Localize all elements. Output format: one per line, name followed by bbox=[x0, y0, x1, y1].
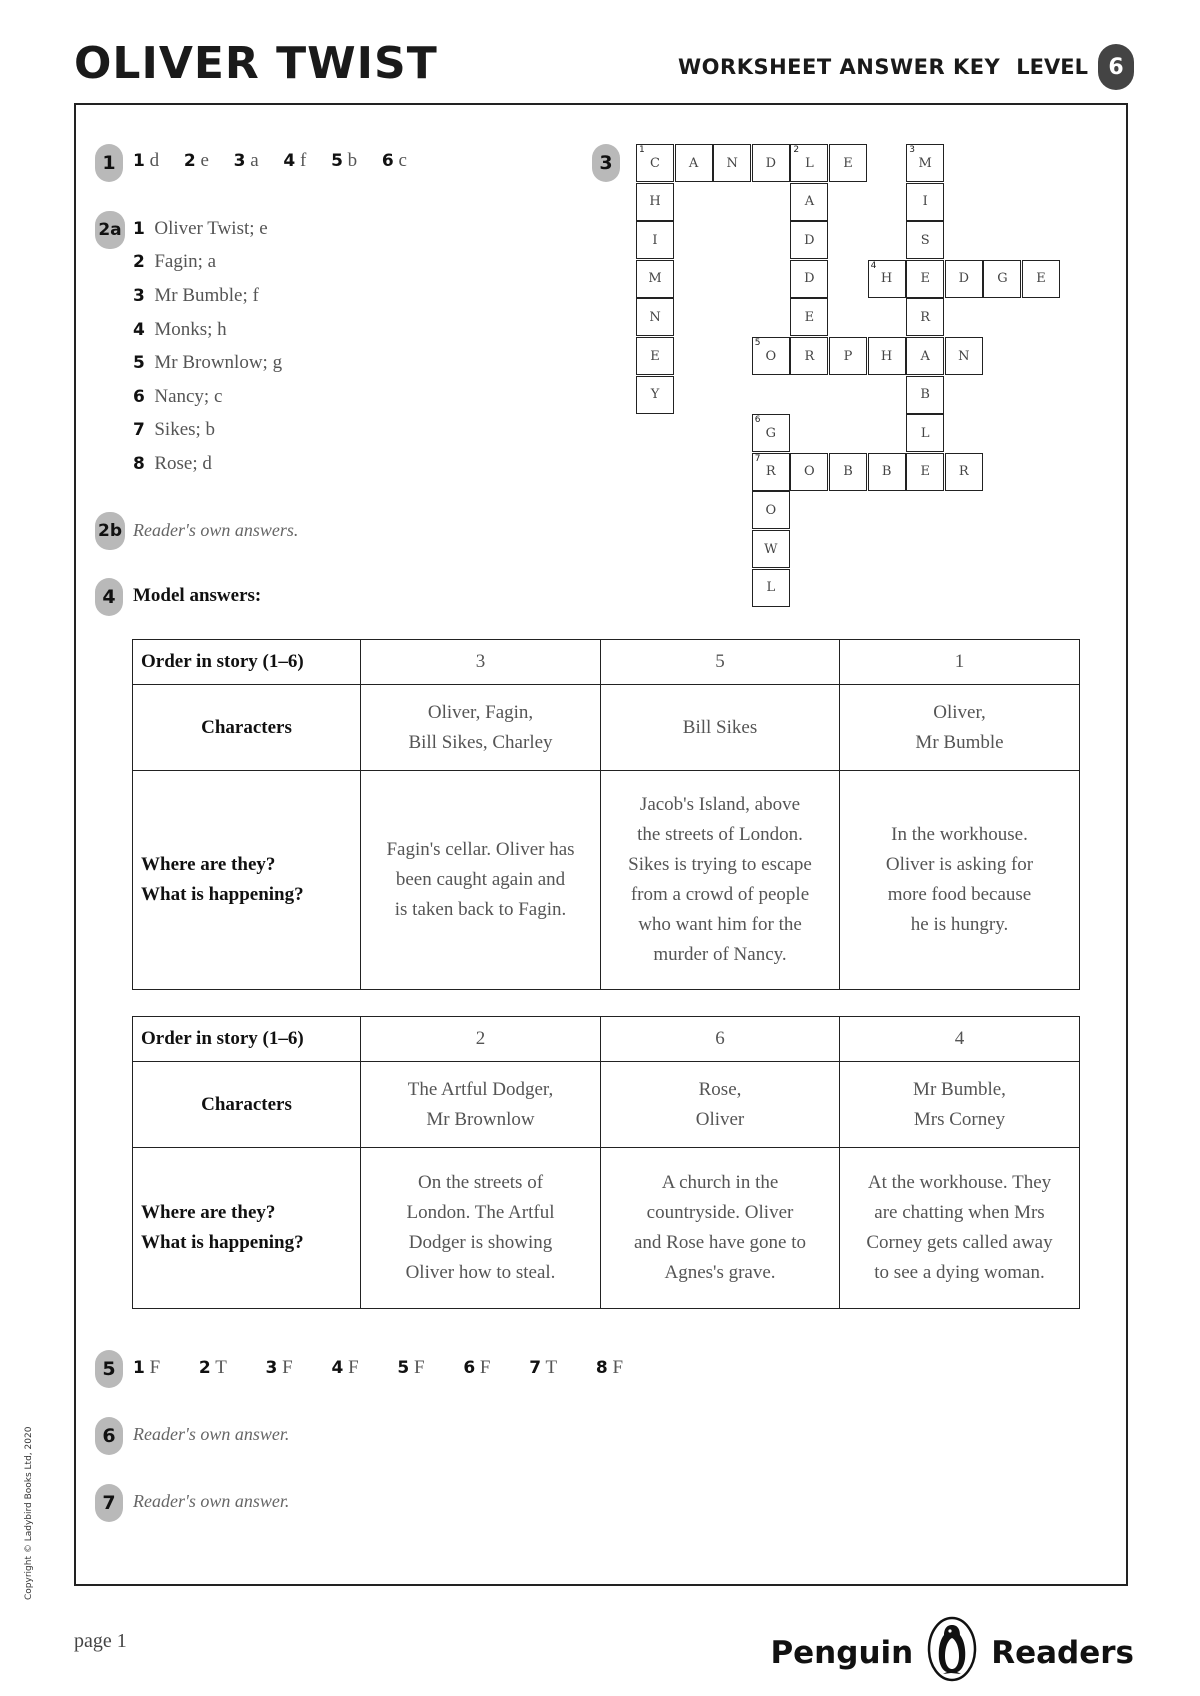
q2a-item-4-number: 4 bbox=[133, 320, 145, 340]
crossword-letter: E bbox=[650, 348, 660, 364]
q2a-item-3-number: 3 bbox=[133, 286, 145, 306]
crossword-cell bbox=[906, 144, 944, 182]
q2a-item-3 bbox=[133, 285, 259, 307]
cell-line: the streets of London. bbox=[637, 824, 803, 845]
crossword-cell bbox=[945, 337, 983, 375]
q2a-item-2-number: 2 bbox=[133, 252, 145, 272]
cell-line: are chatting when Mrs bbox=[874, 1202, 1045, 1223]
crossword-letter: D bbox=[765, 155, 777, 171]
q2b-answer: Reader's own answers. bbox=[133, 520, 299, 540]
crossword-cell bbox=[790, 337, 828, 375]
q2a-item-8 bbox=[133, 453, 212, 475]
table-row bbox=[133, 640, 1080, 685]
crossword-letter: W bbox=[764, 541, 778, 557]
crossword-cell bbox=[945, 453, 983, 491]
q2a-item-3-answer: Mr Bumble; f bbox=[154, 285, 259, 306]
crossword-letter: R bbox=[804, 348, 815, 364]
crossword-letter: R bbox=[765, 464, 776, 480]
q1-item-5-number: 5 bbox=[331, 151, 343, 171]
crossword-letter: E bbox=[1036, 271, 1046, 287]
q2a-item-8-answer: Rose; d bbox=[154, 453, 212, 474]
crossword-letter: L bbox=[805, 155, 814, 171]
crossword-cell bbox=[906, 414, 944, 452]
crossword-letter: N bbox=[958, 348, 970, 364]
cell-line: been caught again and bbox=[395, 869, 566, 890]
crossword-cell bbox=[752, 530, 790, 568]
crossword-cell bbox=[636, 298, 674, 336]
crossword-clue-number: 3 bbox=[909, 145, 915, 155]
crossword-letter: O bbox=[765, 502, 777, 518]
table-cell-order: 2 bbox=[361, 1017, 601, 1062]
table-cell-order: 3 bbox=[361, 640, 601, 685]
q2a-item-6-answer: Nancy; c bbox=[154, 386, 223, 407]
crossword-cell bbox=[868, 453, 906, 491]
q2a-item-1 bbox=[133, 218, 268, 240]
cell-line: On the streets of bbox=[417, 1172, 544, 1193]
question-4-badge: 4 bbox=[95, 578, 123, 616]
crossword-letter: G bbox=[765, 425, 776, 441]
where-label-line: Where are they? bbox=[141, 854, 276, 875]
cell-line: is taken back to Fagin. bbox=[394, 899, 567, 920]
cell-line: Mrs Corney bbox=[913, 1108, 1006, 1130]
q6-answer: Reader's own answer. bbox=[133, 1424, 290, 1444]
order-label: Order in story (1–6) bbox=[133, 640, 361, 685]
question-5-badge: 5 bbox=[95, 1350, 123, 1388]
characters-label: Characters bbox=[133, 685, 361, 771]
question-5-answers bbox=[133, 1357, 623, 1379]
table-cell-characters bbox=[840, 685, 1080, 771]
crossword-clue-number: 1 bbox=[639, 145, 645, 155]
question-1-badge: 1 bbox=[95, 144, 123, 182]
crossword-cell bbox=[636, 376, 674, 414]
table-cell-order: 5 bbox=[601, 640, 840, 685]
crossword-cell bbox=[868, 337, 906, 375]
page-number: page 1 bbox=[74, 1630, 127, 1652]
crossword-cell bbox=[983, 260, 1021, 298]
cell-line: Corney gets called away bbox=[866, 1232, 1053, 1253]
publisher-brand bbox=[770, 1616, 1134, 1690]
q2a-item-7 bbox=[133, 419, 215, 441]
cell-line: In the workhouse. bbox=[891, 824, 1028, 845]
crossword-cell bbox=[752, 569, 790, 607]
crossword-letter: E bbox=[843, 155, 853, 171]
question-3-badge: 3 bbox=[592, 144, 620, 182]
q1-item-3-number: 3 bbox=[233, 151, 246, 171]
crossword-cell bbox=[636, 337, 674, 375]
cell-line: Dodger is showing bbox=[408, 1232, 553, 1253]
q1-item-2-answer: e bbox=[200, 150, 209, 171]
q1-item-4-answer: f bbox=[300, 150, 307, 171]
cell-line: Oliver how to steal. bbox=[405, 1262, 556, 1283]
table-cell-order: 1 bbox=[840, 640, 1080, 685]
characters-label: Characters bbox=[133, 1062, 361, 1148]
q2a-item-2 bbox=[133, 251, 216, 273]
crossword-cell bbox=[752, 337, 790, 375]
q2a-item-5-number: 5 bbox=[133, 353, 145, 373]
q5-item-8-answer: F bbox=[612, 1357, 624, 1378]
question-2a-badge: 2a bbox=[95, 211, 125, 249]
answer-key-label: WORKSHEET ANSWER KEY bbox=[678, 55, 1001, 79]
crossword-cell bbox=[906, 298, 944, 336]
brand-readers-text: Readers bbox=[991, 1635, 1134, 1671]
cell-line: murder of Nancy. bbox=[653, 944, 787, 965]
crossword-cell bbox=[829, 453, 867, 491]
crossword-cell bbox=[906, 221, 944, 259]
model-answers-table-2 bbox=[132, 1016, 1080, 1309]
q5-item-4-number: 4 bbox=[331, 1358, 344, 1378]
q1-item-3-answer: a bbox=[250, 150, 259, 171]
table-cell-where bbox=[840, 1148, 1080, 1309]
q5-item-7-answer: T bbox=[545, 1357, 558, 1378]
q1-item-1 bbox=[133, 150, 159, 171]
q5-item-3-answer: F bbox=[282, 1357, 293, 1378]
q2a-item-5-answer: Mr Brownlow; g bbox=[154, 352, 283, 373]
order-label: Order in story (1–6) bbox=[133, 1017, 361, 1062]
crossword-cell bbox=[906, 453, 944, 491]
crossword-cell bbox=[636, 221, 674, 259]
cell-line: Fagin's cellar. Oliver has bbox=[386, 839, 575, 860]
cell-line: Mr Bumble bbox=[915, 731, 1004, 753]
question-7-badge: 7 bbox=[95, 1484, 123, 1522]
crossword-letter: M bbox=[918, 155, 932, 171]
crossword-cell bbox=[752, 453, 790, 491]
crossword-cell bbox=[790, 298, 828, 336]
crossword-letter: O bbox=[804, 464, 815, 480]
q1-item-6-answer: c bbox=[398, 150, 407, 171]
table-row bbox=[133, 771, 1080, 990]
model-answers-table-1 bbox=[132, 639, 1080, 990]
q1-item-6 bbox=[382, 150, 407, 171]
q1-item-1-answer: d bbox=[149, 150, 160, 171]
cell-line: more food because bbox=[887, 884, 1032, 905]
q2a-item-4 bbox=[133, 319, 227, 341]
crossword-cell bbox=[906, 183, 944, 221]
crossword-cell bbox=[906, 337, 944, 375]
level-label: LEVEL bbox=[1016, 55, 1088, 79]
crossword-letter: D bbox=[958, 271, 970, 287]
q5-item-1-number: 1 bbox=[133, 1358, 145, 1378]
cell-line: Mr Brownlow bbox=[426, 1108, 535, 1130]
q2a-item-6 bbox=[133, 386, 222, 408]
crossword-letter: N bbox=[726, 155, 738, 171]
crossword-letter: D bbox=[804, 232, 815, 248]
cell-line: from a crowd of people bbox=[630, 884, 810, 905]
cell-line: to see a dying woman. bbox=[874, 1262, 1045, 1283]
crossword-letter: E bbox=[920, 271, 930, 287]
table-cell-characters bbox=[361, 685, 601, 771]
crossword-clue-number: 5 bbox=[754, 338, 761, 348]
worksheet-header bbox=[678, 44, 1134, 90]
cell-line: he is hungry. bbox=[910, 914, 1009, 935]
question-2b-badge: 2b bbox=[95, 512, 125, 550]
table-cell-characters bbox=[601, 1062, 840, 1148]
crossword-letter: L bbox=[920, 425, 930, 441]
q5-item-5-answer: F bbox=[413, 1357, 425, 1378]
table-cell-where bbox=[601, 771, 840, 990]
crossword-letter: G bbox=[997, 271, 1008, 287]
q2a-item-5 bbox=[133, 352, 282, 374]
cell-line: Oliver, Fagin, bbox=[427, 701, 534, 723]
table-row bbox=[133, 1148, 1080, 1309]
crossword-letter: C bbox=[650, 155, 660, 171]
crossword-cell bbox=[636, 260, 674, 298]
question-6-badge: 6 bbox=[95, 1417, 123, 1455]
q1-item-5 bbox=[331, 150, 357, 171]
penguin-logo-icon bbox=[927, 1616, 977, 1690]
q1-item-6-number: 6 bbox=[381, 151, 394, 171]
crossword-letter: B bbox=[920, 387, 930, 403]
model-answers-heading: Model answers: bbox=[133, 585, 262, 606]
crossword-letter: Y bbox=[650, 387, 660, 403]
cell-line: Oliver is asking for bbox=[885, 854, 1034, 875]
q2a-item-1-number: 1 bbox=[133, 219, 145, 239]
table-cell-characters bbox=[601, 685, 840, 771]
crossword-letter: S bbox=[920, 232, 930, 248]
q5-item-5-number: 5 bbox=[397, 1358, 410, 1378]
table-cell-order: 4 bbox=[840, 1017, 1080, 1062]
crossword-cell bbox=[636, 183, 674, 221]
cell-line: Sikes is trying to escape bbox=[628, 854, 812, 875]
crossword-clue-number: 6 bbox=[754, 415, 761, 426]
crossword-cell bbox=[1022, 260, 1060, 298]
crossword-letter: H bbox=[880, 271, 893, 287]
crossword-cell bbox=[790, 183, 828, 221]
crossword-letter: A bbox=[920, 348, 930, 364]
crossword-cell bbox=[906, 260, 944, 298]
crossword-letter: E bbox=[804, 309, 815, 325]
q1-item-1-number: 1 bbox=[133, 151, 145, 171]
crossword-cell bbox=[829, 337, 867, 375]
crossword-letter: R bbox=[920, 309, 931, 325]
q5-item-8-number: 8 bbox=[595, 1358, 608, 1378]
crossword-letter: R bbox=[958, 464, 969, 480]
crossword-letter: A bbox=[804, 194, 815, 210]
q2a-item-4-answer: Monks; h bbox=[154, 319, 227, 340]
q5-item-6-answer: F bbox=[479, 1357, 491, 1378]
table-row bbox=[133, 685, 1080, 771]
q2a-item-2-answer: Fagin; a bbox=[154, 251, 217, 272]
cell-line: At the workhouse. They bbox=[867, 1172, 1052, 1193]
crossword-letter: N bbox=[649, 309, 661, 325]
cell-line: London. The Artful bbox=[406, 1202, 555, 1223]
cell-line: Bill Sikes bbox=[682, 716, 758, 738]
q5-item-2-answer: T bbox=[215, 1357, 227, 1378]
crossword-letter: D bbox=[804, 271, 815, 287]
table-cell-order: 6 bbox=[601, 1017, 840, 1062]
what-label-line: What is happening? bbox=[141, 1232, 304, 1253]
crossword-letter: H bbox=[649, 194, 661, 210]
cell-line: Mr Bumble, bbox=[913, 1078, 1006, 1100]
crossword-cell bbox=[752, 144, 790, 182]
crossword-cell bbox=[790, 453, 828, 491]
crossword-cell bbox=[945, 260, 983, 298]
crossword-cell bbox=[790, 221, 828, 259]
copyright-notice: Copyright © Ladybird Books Ltd, 2020 bbox=[24, 1426, 34, 1600]
question-1-answers bbox=[133, 150, 407, 172]
q1-item-3 bbox=[234, 150, 259, 171]
crossword-cell bbox=[829, 144, 867, 182]
q5-item-7-number: 7 bbox=[529, 1358, 542, 1378]
crossword-cell bbox=[752, 491, 790, 529]
table-row bbox=[133, 1017, 1080, 1062]
crossword-cell bbox=[790, 260, 828, 298]
table-cell-characters bbox=[361, 1062, 601, 1148]
crossword-letter: P bbox=[843, 348, 853, 364]
crossword-cell bbox=[713, 144, 751, 182]
crossword-letter: I bbox=[922, 194, 928, 210]
where-label bbox=[133, 1148, 361, 1309]
what-label-line: What is happening? bbox=[141, 884, 304, 905]
cell-line: Bill Sikes, Charley bbox=[408, 731, 553, 753]
q5-item-3-number: 3 bbox=[265, 1358, 278, 1378]
where-label bbox=[133, 771, 361, 990]
table-row bbox=[133, 1062, 1080, 1148]
table-cell-where bbox=[361, 771, 601, 990]
table-cell-where bbox=[601, 1148, 840, 1309]
q1-item-2 bbox=[184, 150, 209, 171]
table-cell-where bbox=[840, 771, 1080, 990]
cell-line: The Artful Dodger, bbox=[407, 1078, 554, 1100]
cell-line: and Rose have gone to bbox=[633, 1232, 806, 1253]
crossword-cell bbox=[752, 414, 790, 452]
cell-line: Oliver, bbox=[933, 701, 986, 723]
cell-line: Agnes's grave. bbox=[664, 1262, 776, 1283]
crossword-cell bbox=[790, 144, 828, 182]
crossword-cell bbox=[906, 376, 944, 414]
table-cell-characters bbox=[840, 1062, 1080, 1148]
cell-line: Jacob's Island, above bbox=[639, 794, 801, 815]
crossword-letter: I bbox=[652, 232, 658, 248]
cell-line: Oliver bbox=[695, 1108, 745, 1130]
q5-item-2-number: 2 bbox=[198, 1358, 211, 1378]
q2a-item-8-number: 8 bbox=[133, 454, 145, 474]
page-title: OLIVER TWIST bbox=[74, 38, 438, 89]
crossword-letter: B bbox=[843, 464, 853, 480]
q1-item-2-number: 2 bbox=[183, 151, 196, 171]
cell-line: A church in the bbox=[661, 1172, 779, 1193]
q1-item-5-answer: b bbox=[347, 150, 358, 171]
where-label-line: Where are they? bbox=[141, 1202, 276, 1223]
q1-item-4 bbox=[283, 150, 306, 171]
q2a-item-7-answer: Sikes; b bbox=[154, 419, 216, 440]
crossword-letter: H bbox=[880, 348, 893, 364]
q2a-item-1-answer: Oliver Twist; e bbox=[154, 218, 268, 239]
crossword-cell bbox=[868, 260, 906, 298]
crossword-clue-number: 7 bbox=[754, 453, 761, 464]
crossword-letter: E bbox=[920, 464, 930, 480]
level-badge: 6 bbox=[1098, 44, 1134, 90]
crossword-letter: M bbox=[648, 271, 662, 287]
q2a-item-7-number: 7 bbox=[133, 420, 145, 440]
brand-penguin-text: Penguin bbox=[770, 1635, 914, 1671]
cell-line: countryside. Oliver bbox=[646, 1202, 794, 1223]
crossword-letter: A bbox=[688, 155, 699, 171]
crossword-cell bbox=[675, 144, 713, 182]
crossword-cell bbox=[636, 144, 674, 182]
q5-item-4-answer: F bbox=[348, 1357, 359, 1378]
q2a-item-6-number: 6 bbox=[133, 387, 145, 407]
cell-line: Rose, bbox=[698, 1078, 742, 1100]
cell-line: who want him for the bbox=[638, 914, 802, 935]
table-cell-where bbox=[361, 1148, 601, 1309]
crossword-letter: B bbox=[881, 464, 892, 480]
q1-item-4-number: 4 bbox=[283, 151, 296, 171]
crossword-letter: O bbox=[765, 348, 777, 364]
crossword-clue-number: 4 bbox=[870, 260, 877, 271]
q5-item-6-number: 6 bbox=[463, 1358, 476, 1378]
crossword-letter: L bbox=[766, 580, 776, 596]
q5-item-1-answer: F bbox=[149, 1357, 161, 1378]
crossword-clue-number: 2 bbox=[793, 145, 800, 155]
q7-answer: Reader's own answer. bbox=[133, 1491, 290, 1511]
